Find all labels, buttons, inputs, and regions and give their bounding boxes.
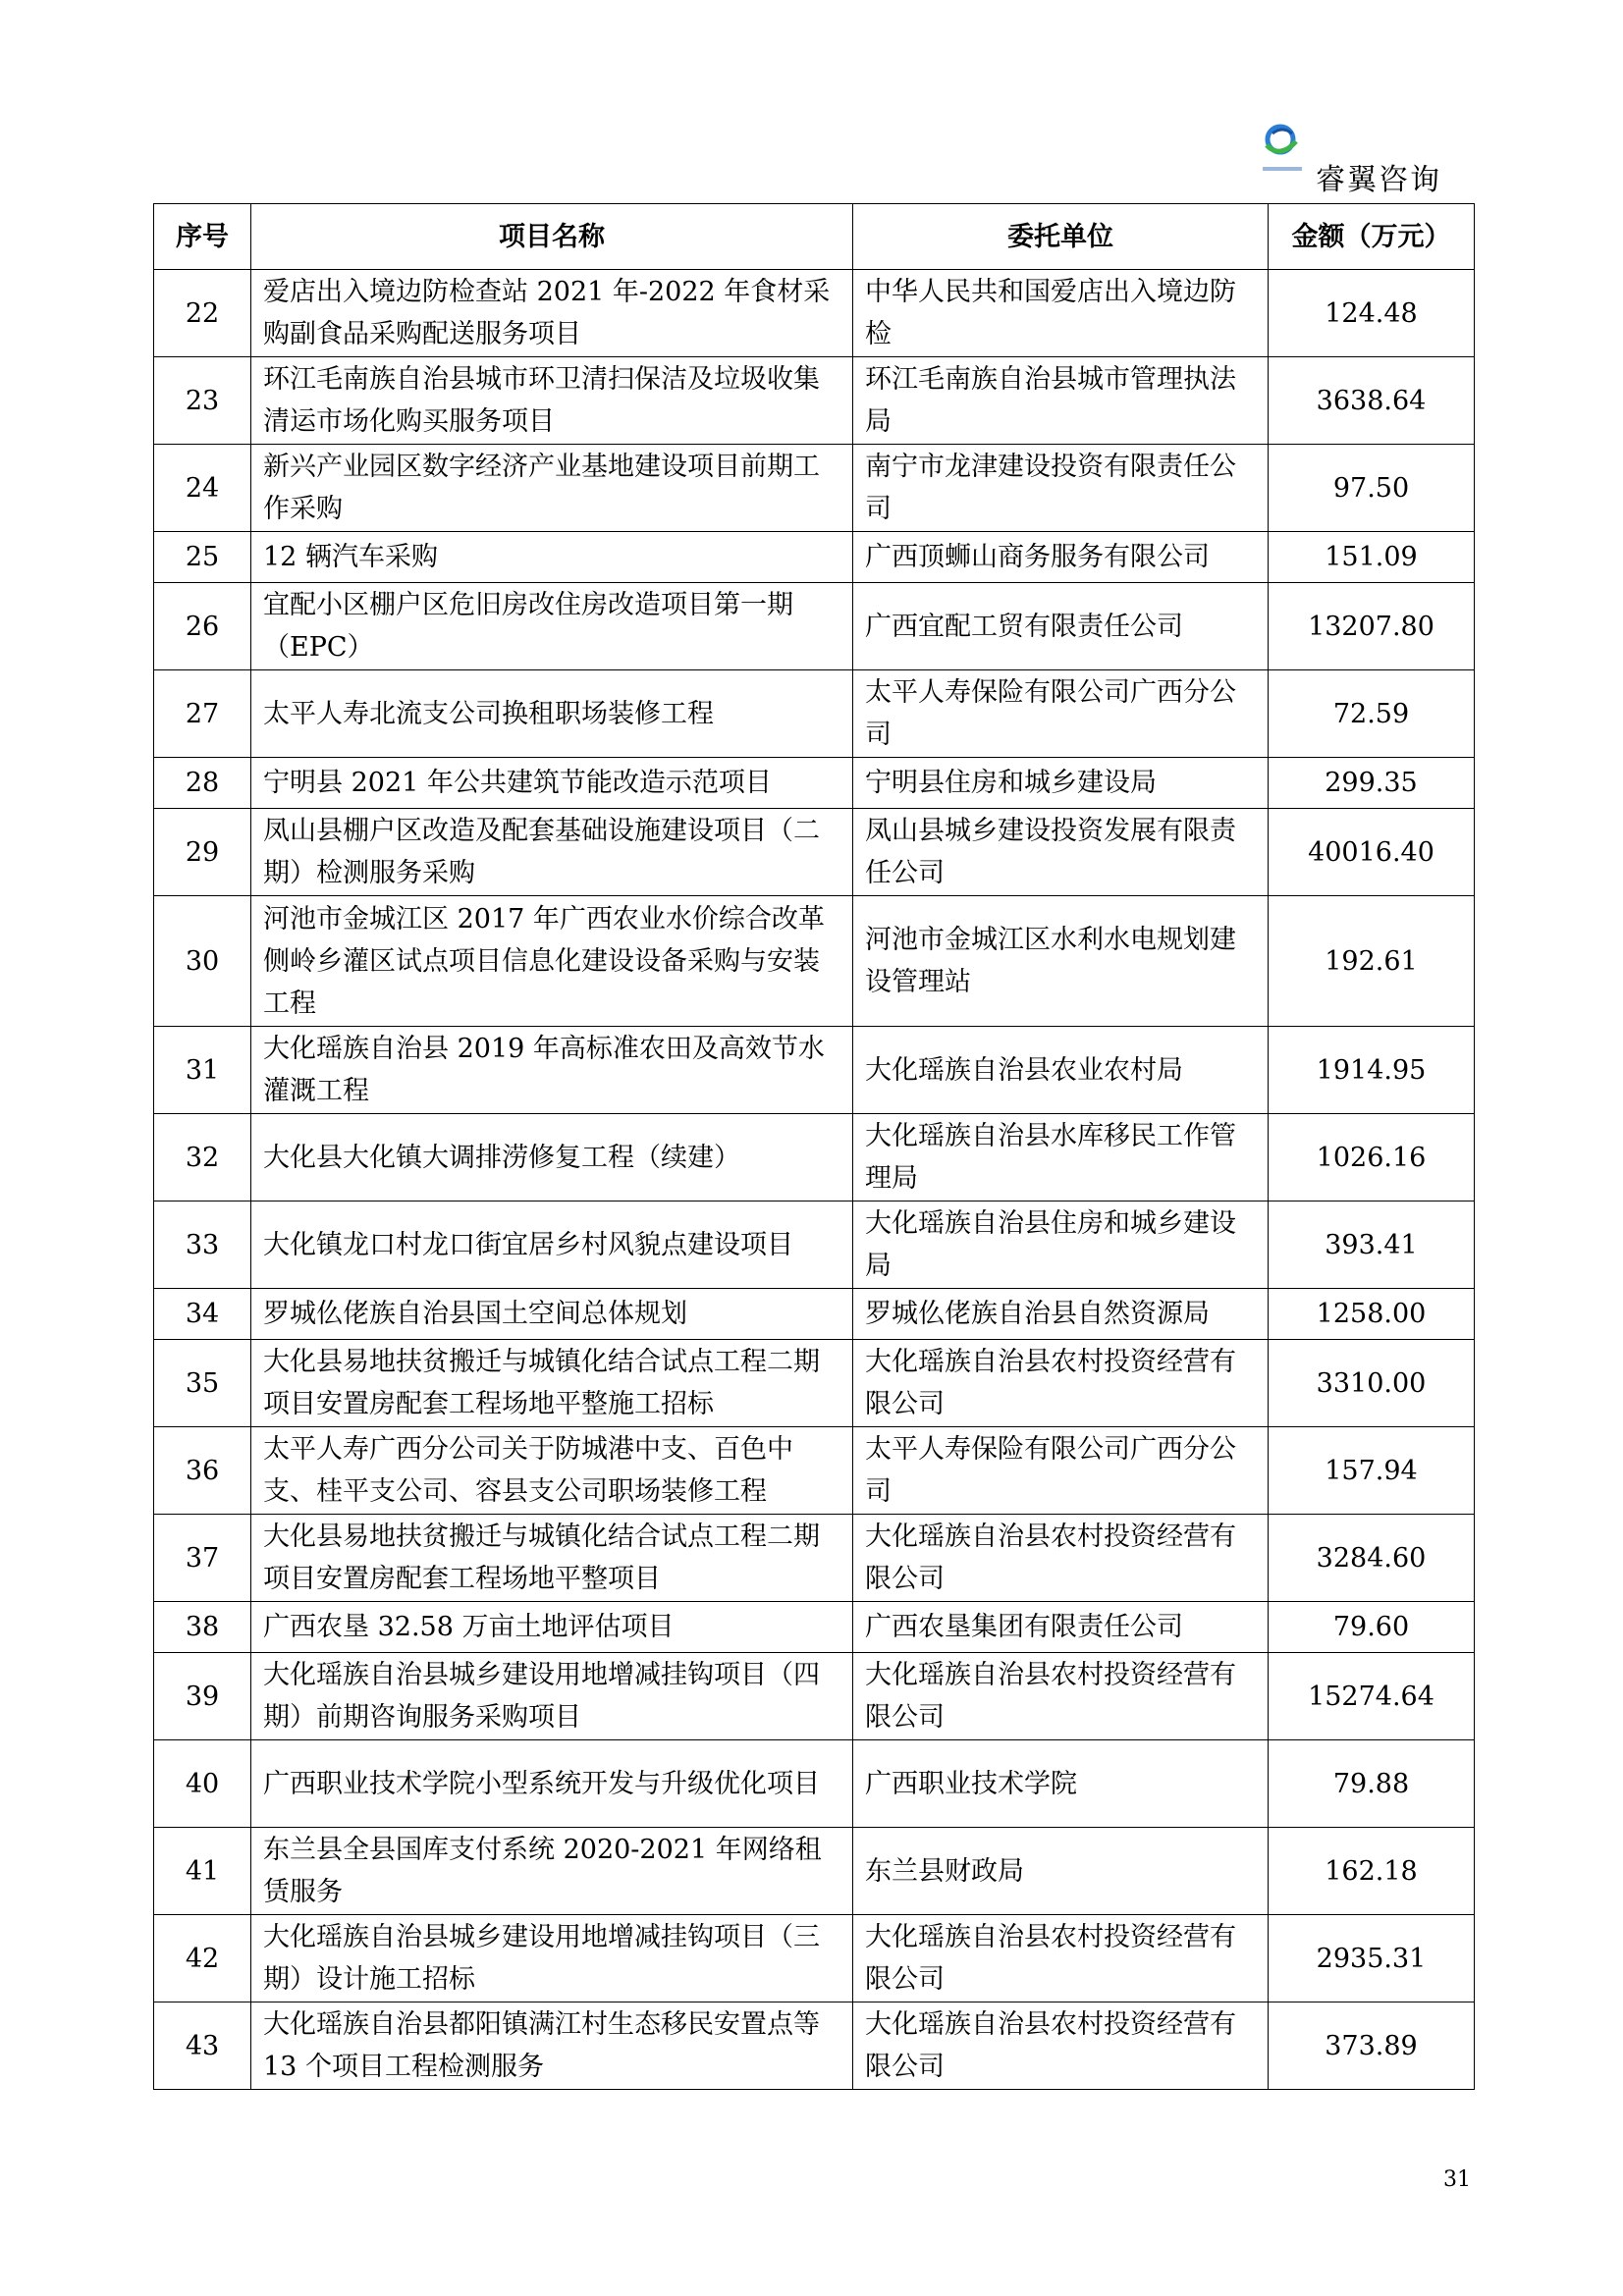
- client-name: 河池市金城江区水利水电规划建设管理站: [853, 896, 1269, 1027]
- page-number: 31: [1443, 2167, 1471, 2192]
- table-row: [154, 1653, 1475, 1740]
- row-index: 34: [154, 1289, 251, 1340]
- client-name: 大化瑶族自治县住房和城乡建设局: [853, 1201, 1269, 1289]
- client-name: 罗城仫佬族自治县自然资源局: [853, 1289, 1269, 1340]
- row-index: 30: [154, 896, 251, 1027]
- amount: 299.35: [1269, 758, 1475, 809]
- row-index: 41: [154, 1828, 251, 1915]
- client-name: 大化瑶族自治县水库移民工作管理局: [853, 1114, 1269, 1201]
- amount: 72.59: [1269, 670, 1475, 758]
- table-row: [154, 1915, 1475, 2002]
- table-row: [154, 270, 1475, 357]
- project-name: 河池市金城江区 2017 年广西农业水价综合改革侧岭乡灌区试点项目信息化建设设备采购与安装工程: [251, 896, 853, 1027]
- amount: 157.94: [1269, 1427, 1475, 1515]
- project-name: 大化县大化镇大调排涝修复工程（续建）: [251, 1114, 853, 1201]
- table-row: [154, 2002, 1475, 2090]
- table-row: [154, 758, 1475, 809]
- table-body: [154, 270, 1475, 2090]
- project-name: 爱店出入境边防检查站 2021 年-2022 年食材采购副食品采购配送服务项目: [251, 270, 853, 357]
- project-name: 凤山县棚户区改造及配套基础设施建设项目（二期）检测服务采购: [251, 809, 853, 896]
- project-table: [153, 203, 1475, 2090]
- table-row: [154, 1740, 1475, 1828]
- amount: 1258.00: [1269, 1289, 1475, 1340]
- amount: 393.41: [1269, 1201, 1475, 1289]
- table-row: [154, 1515, 1475, 1602]
- client-name: 大化瑶族自治县农村投资经营有限公司: [853, 2002, 1269, 2090]
- client-name: 大化瑶族自治县农村投资经营有限公司: [853, 1515, 1269, 1602]
- client-name: 广西农垦集团有限责任公司: [853, 1602, 1269, 1653]
- client-name: 南宁市龙津建设投资有限责任公司: [853, 445, 1269, 532]
- row-index: 29: [154, 809, 251, 896]
- client-name: 大化瑶族自治县农村投资经营有限公司: [853, 1653, 1269, 1740]
- project-name: 宁明县 2021 年公共建筑节能改造示范项目: [251, 758, 853, 809]
- project-name: 大化瑶族自治县 2019 年高标准农田及高效节水灌溉工程: [251, 1027, 853, 1114]
- amount: 151.09: [1269, 532, 1475, 583]
- amount: 162.18: [1269, 1828, 1475, 1915]
- project-name: 新兴产业园区数字经济产业基地建设项目前期工作采购: [251, 445, 853, 532]
- project-name: 宜配小区棚户区危旧房改住房改造项目第一期（EPC）: [251, 583, 853, 670]
- table-row: [154, 445, 1475, 532]
- row-index: 32: [154, 1114, 251, 1201]
- table-row: [154, 896, 1475, 1027]
- row-index: 35: [154, 1340, 251, 1427]
- client-name: 广西顶蛳山商务服务有限公司: [853, 532, 1269, 583]
- project-name: 大化县易地扶贫搬迁与城镇化结合试点工程二期项目安置房配套工程场地平整项目: [251, 1515, 853, 1602]
- amount: 79.88: [1269, 1740, 1475, 1828]
- table-row: [154, 532, 1475, 583]
- row-index: 26: [154, 583, 251, 670]
- project-name: 太平人寿北流支公司换租职场装修工程: [251, 670, 853, 758]
- amount: 1914.95: [1269, 1027, 1475, 1114]
- project-name: 大化县易地扶贫搬迁与城镇化结合试点工程二期项目安置房配套工程场地平整施工招标: [251, 1340, 853, 1427]
- column-header-client: 委托单位: [853, 204, 1269, 270]
- table-row: [154, 1027, 1475, 1114]
- project-name: 大化瑶族自治县城乡建设用地增减挂钩项目（三期）设计施工招标: [251, 1915, 853, 2002]
- project-name: 大化瑶族自治县都阳镇满江村生态移民安置点等 13 个项目工程检测服务: [251, 2002, 853, 2090]
- client-name: 环江毛南族自治县城市管理执法局: [853, 357, 1269, 445]
- client-name: 中华人民共和国爱店出入境边防检: [853, 270, 1269, 357]
- row-index: 25: [154, 532, 251, 583]
- project-name: 环江毛南族自治县城市环卫清扫保洁及垃圾收集清运市场化购买服务项目: [251, 357, 853, 445]
- client-name: 宁明县住房和城乡建设局: [853, 758, 1269, 809]
- table-row: [154, 1828, 1475, 1915]
- row-index: 31: [154, 1027, 251, 1114]
- page-header: [1237, 116, 1473, 197]
- table-header-row: [154, 204, 1475, 270]
- row-index: 24: [154, 445, 251, 532]
- row-index: 43: [154, 2002, 251, 2090]
- column-header-amount: 金额（万元）: [1269, 204, 1475, 270]
- amount: 2935.31: [1269, 1915, 1475, 2002]
- brand-name: 睿翼咨询: [1316, 163, 1441, 197]
- client-name: 广西宜配工贸有限责任公司: [853, 583, 1269, 670]
- row-index: 22: [154, 270, 251, 357]
- table-row: [154, 809, 1475, 896]
- client-name: 大化瑶族自治县农村投资经营有限公司: [853, 1340, 1269, 1427]
- table-row: [154, 670, 1475, 758]
- column-header-index: 序号: [154, 204, 251, 270]
- row-index: 27: [154, 670, 251, 758]
- client-name: 广西职业技术学院: [853, 1740, 1269, 1828]
- amount: 3638.64: [1269, 357, 1475, 445]
- project-name: 大化瑶族自治县城乡建设用地增减挂钩项目（四期）前期咨询服务采购项目: [251, 1653, 853, 1740]
- row-index: 42: [154, 1915, 251, 2002]
- table-row: [154, 1340, 1475, 1427]
- project-name: 太平人寿广西分公司关于防城港中支、百色中支、桂平支公司、容县支公司职场装修工程: [251, 1427, 853, 1515]
- table-row: [154, 1427, 1475, 1515]
- column-header-project-name: 项目名称: [251, 204, 853, 270]
- table-row: [154, 583, 1475, 670]
- amount: 192.61: [1269, 896, 1475, 1027]
- amount: 97.50: [1269, 445, 1475, 532]
- project-name: 广西职业技术学院小型系统开发与升级优化项目: [251, 1740, 853, 1828]
- client-name: 凤山县城乡建设投资发展有限责任公司: [853, 809, 1269, 896]
- row-index: 36: [154, 1427, 251, 1515]
- table-row: [154, 1602, 1475, 1653]
- amount: 79.60: [1269, 1602, 1475, 1653]
- amount: 40016.40: [1269, 809, 1475, 896]
- project-name: 广西农垦 32.58 万亩土地评估项目: [251, 1602, 853, 1653]
- row-index: 38: [154, 1602, 251, 1653]
- amount: 3284.60: [1269, 1515, 1475, 1602]
- row-index: 40: [154, 1740, 251, 1828]
- amount: 124.48: [1269, 270, 1475, 357]
- row-index: 28: [154, 758, 251, 809]
- amount: 1026.16: [1269, 1114, 1475, 1201]
- client-name: 太平人寿保险有限公司广西分公司: [853, 1427, 1269, 1515]
- row-index: 33: [154, 1201, 251, 1289]
- project-name: 12 辆汽车采购: [251, 532, 853, 583]
- company-logo-icon: [1259, 122, 1306, 177]
- row-index: 23: [154, 357, 251, 445]
- project-name: 大化镇龙口村龙口街宜居乡村风貌点建设项目: [251, 1201, 853, 1289]
- table-row: [154, 357, 1475, 445]
- project-name: 东兰县全县国库支付系统 2020-2021 年网络租赁服务: [251, 1828, 853, 1915]
- client-name: 大化瑶族自治县农村投资经营有限公司: [853, 1915, 1269, 2002]
- client-name: 大化瑶族自治县农业农村局: [853, 1027, 1269, 1114]
- amount: 13207.80: [1269, 583, 1475, 670]
- row-index: 37: [154, 1515, 251, 1602]
- amount: 15274.64: [1269, 1653, 1475, 1740]
- client-name: 太平人寿保险有限公司广西分公司: [853, 670, 1269, 758]
- client-name: 东兰县财政局: [853, 1828, 1269, 1915]
- project-name: 罗城仫佬族自治县国土空间总体规划: [251, 1289, 853, 1340]
- table-row: [154, 1289, 1475, 1340]
- table-row: [154, 1114, 1475, 1201]
- amount: 3310.00: [1269, 1340, 1475, 1427]
- table-row: [154, 1201, 1475, 1289]
- amount: 373.89: [1269, 2002, 1475, 2090]
- row-index: 39: [154, 1653, 251, 1740]
